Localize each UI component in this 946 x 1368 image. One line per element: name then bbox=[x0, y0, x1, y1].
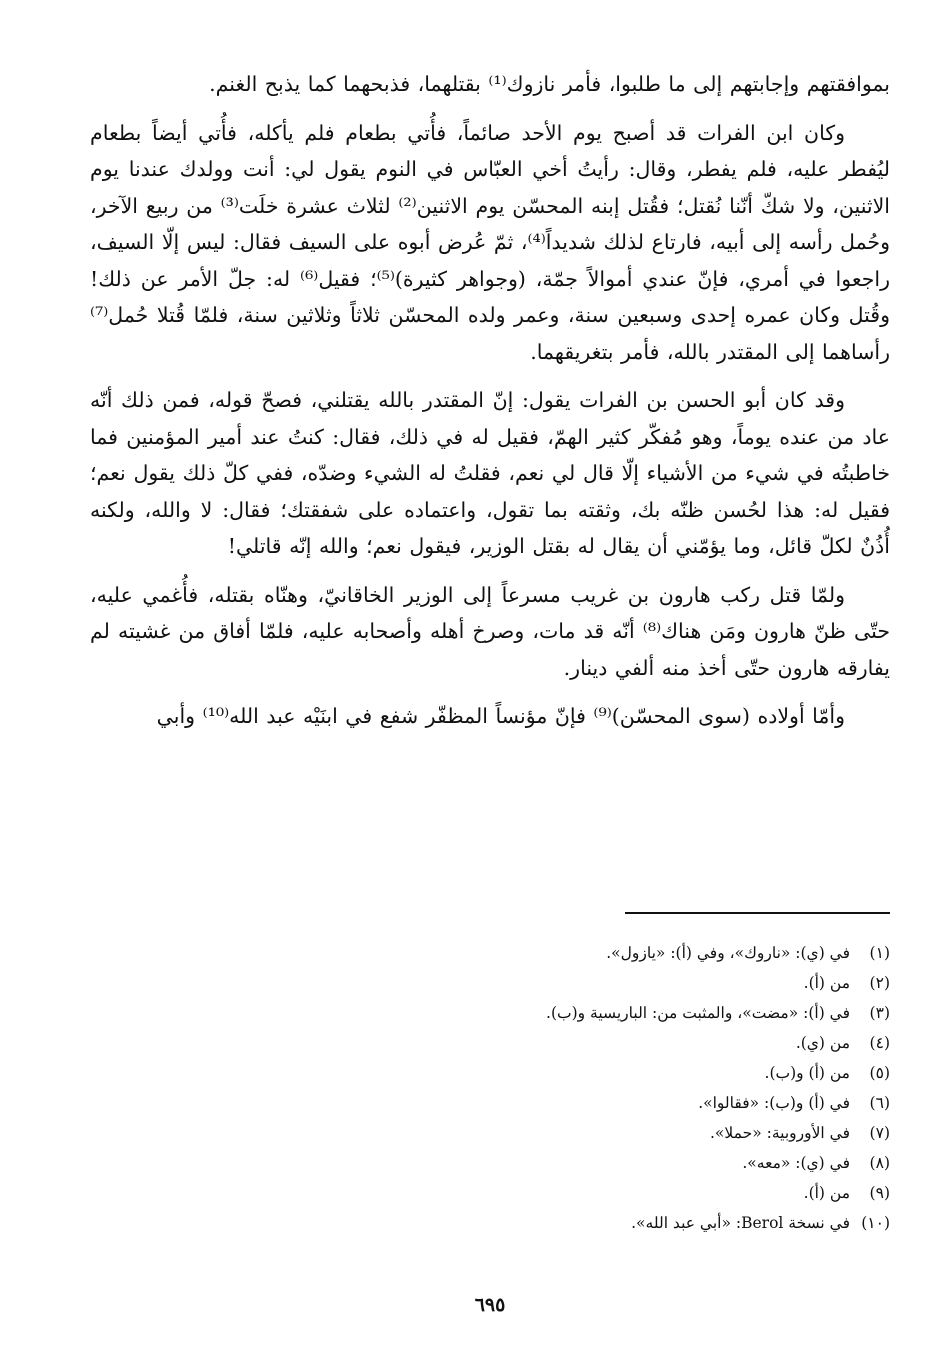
footnote-item bbox=[90, 968, 890, 998]
footnote-item bbox=[90, 938, 890, 968]
footnote-text: في (أ): «مضت»، والمثبت من: الباريسية و(ب). bbox=[546, 1004, 850, 1022]
footnote-text: من (أ). bbox=[803, 1184, 850, 1202]
footnote-divider bbox=[625, 912, 890, 914]
footnote-text: من (أ) و(ب). bbox=[764, 1064, 850, 1082]
footnote-item bbox=[90, 1058, 890, 1088]
paragraph-5: وأمّا أولاده (سوى المحسّن)⁽⁹⁾ فإنّ مؤنساً المظفّر شفع في ابنَيْه عبد الله⁽¹⁰⁾ وأبي bbox=[156, 704, 845, 728]
paragraph-3: وقد كان أبو الحسن بن الفرات يقول: إنّ المقتدر بالله يقتلني، فصحّ قوله، فمن ذلك أنّه عاد من عنده يوماً، وهو مُفكّر كثير الهمّ، فقيل له في ذلك، فقال: كنتُ عند أمير المؤمنين فما خاطبتُه في شيء من الأشياء إلّا قال لي نعم، فقلتُ له الشيء وضدّه، ففي كلّ ذلك يقول نعم؛ فقيل له: هذا لحُسن ظنّه بك، وثقته بما تقول، واعتماده على شفقتك؛ فقال: لا والله، ولكنه أُذُنٌ لكلّ قائل، وما يؤمّني أن يقال له بقتل الوزير، فيقول نعم؛ والله إنّه قاتلي! bbox=[90, 388, 890, 558]
footnote-text: في (ي): «ناروك»، وفي (أ): «يازول». bbox=[606, 944, 850, 962]
footnote-item bbox=[90, 1028, 890, 1058]
footnote-item bbox=[90, 1118, 890, 1148]
page-number: ٦٩٥ bbox=[474, 1294, 506, 1316]
footnote-item bbox=[90, 1178, 890, 1208]
footnote-number: (٥) bbox=[869, 1064, 890, 1082]
footnote-number: (١) bbox=[869, 944, 890, 962]
footnote-number: (٦) bbox=[869, 1094, 890, 1112]
footnote-number: (٣) bbox=[869, 1004, 890, 1022]
paragraph-4: ولمّا قتل ركب هارون بن غريب مسرعاً إلى الوزير الخاقانيّ، وهنّاه بقتله، فأُغمي عليه، حتّى ظنّ هارون ومَن هناك⁽⁸⁾ أنّه قد مات، وصرخ أهله وأصحابه عليه، فلمّا أفاق من غشيته لم يفارقه هارون حتّى أخذ منه ألفي دينار. bbox=[90, 582, 890, 680]
footnote-item bbox=[90, 998, 890, 1028]
footnote-number: (٩) bbox=[869, 1184, 890, 1202]
footnote-text: من (أ). bbox=[803, 974, 850, 992]
footnote-item bbox=[90, 1208, 890, 1238]
book-page bbox=[90, 66, 890, 1346]
footnote-number: (٨) bbox=[869, 1154, 890, 1172]
footnote-number: (٧) bbox=[869, 1124, 890, 1142]
footnote-text: في الأوروبية: «حملا». bbox=[710, 1124, 850, 1142]
footnote-item bbox=[90, 1148, 890, 1178]
footnotes-list bbox=[90, 938, 890, 1238]
footnote-number: (١٠) bbox=[861, 1214, 890, 1232]
footnote-text: في نسخة Berol: «أبي عبد الله». bbox=[631, 1214, 850, 1232]
footnote-number: (٢) bbox=[869, 974, 890, 992]
paragraph-2: وكان ابن الفرات قد أصبح يوم الأحد صائماً، فأُتي بطعام فلم يأكله، فأُتي أيضاً بطعام ليُفطر عليه، فلم يفطر، وقال: رأيتُ أخي العبّاس في النوم يقول لي: أنت وولدك عندنا يوم الاثنين، ولا شكّ أنّنا نُقتل؛ فقُتل إبنه المحسّن يوم الاثنين⁽²⁾ لثلاث عشرة خلَت⁽³⁾ من ربيع الآخر، وحُمل رأسه إلى أبيه، فارتاع لذلك شديداً⁽⁴⁾، ثمّ عُرض أبوه على السيف فقال: ليس إلّا السيف، راجعوا في أمري، فإنّ عندي أموالاً جمّة، (وجواهر كثيرة)⁽⁵⁾؛ فقيل⁽⁶⁾ له: جلّ الأمر عن ذلك! وقُتل وكان عمره إحدى وسبعين سنة، وعمر ولده المحسّن ثلاثاً وثلاثين سنة، فلمّا قُتلا حُمل⁽⁷⁾ رأساهما إلى المقتدر بالله، فأمر بتغريقهما. bbox=[90, 120, 891, 364]
main-text bbox=[90, 66, 890, 735]
paragraph-1: بموافقتهم وإجابتهم إلى ما طلبوا، فأمر نازوك⁽¹⁾ بقتلهما، فذبحهما كما يذبح الغنم. bbox=[209, 72, 890, 96]
footnote-number: (٤) bbox=[869, 1034, 890, 1052]
footnote-text: من (ي). bbox=[795, 1034, 850, 1052]
footnote-text: في (ي): «معه». bbox=[742, 1154, 850, 1172]
footnote-text: في (أ) و(ب): «فقالوا». bbox=[698, 1094, 850, 1112]
footnote-item bbox=[90, 1088, 890, 1118]
